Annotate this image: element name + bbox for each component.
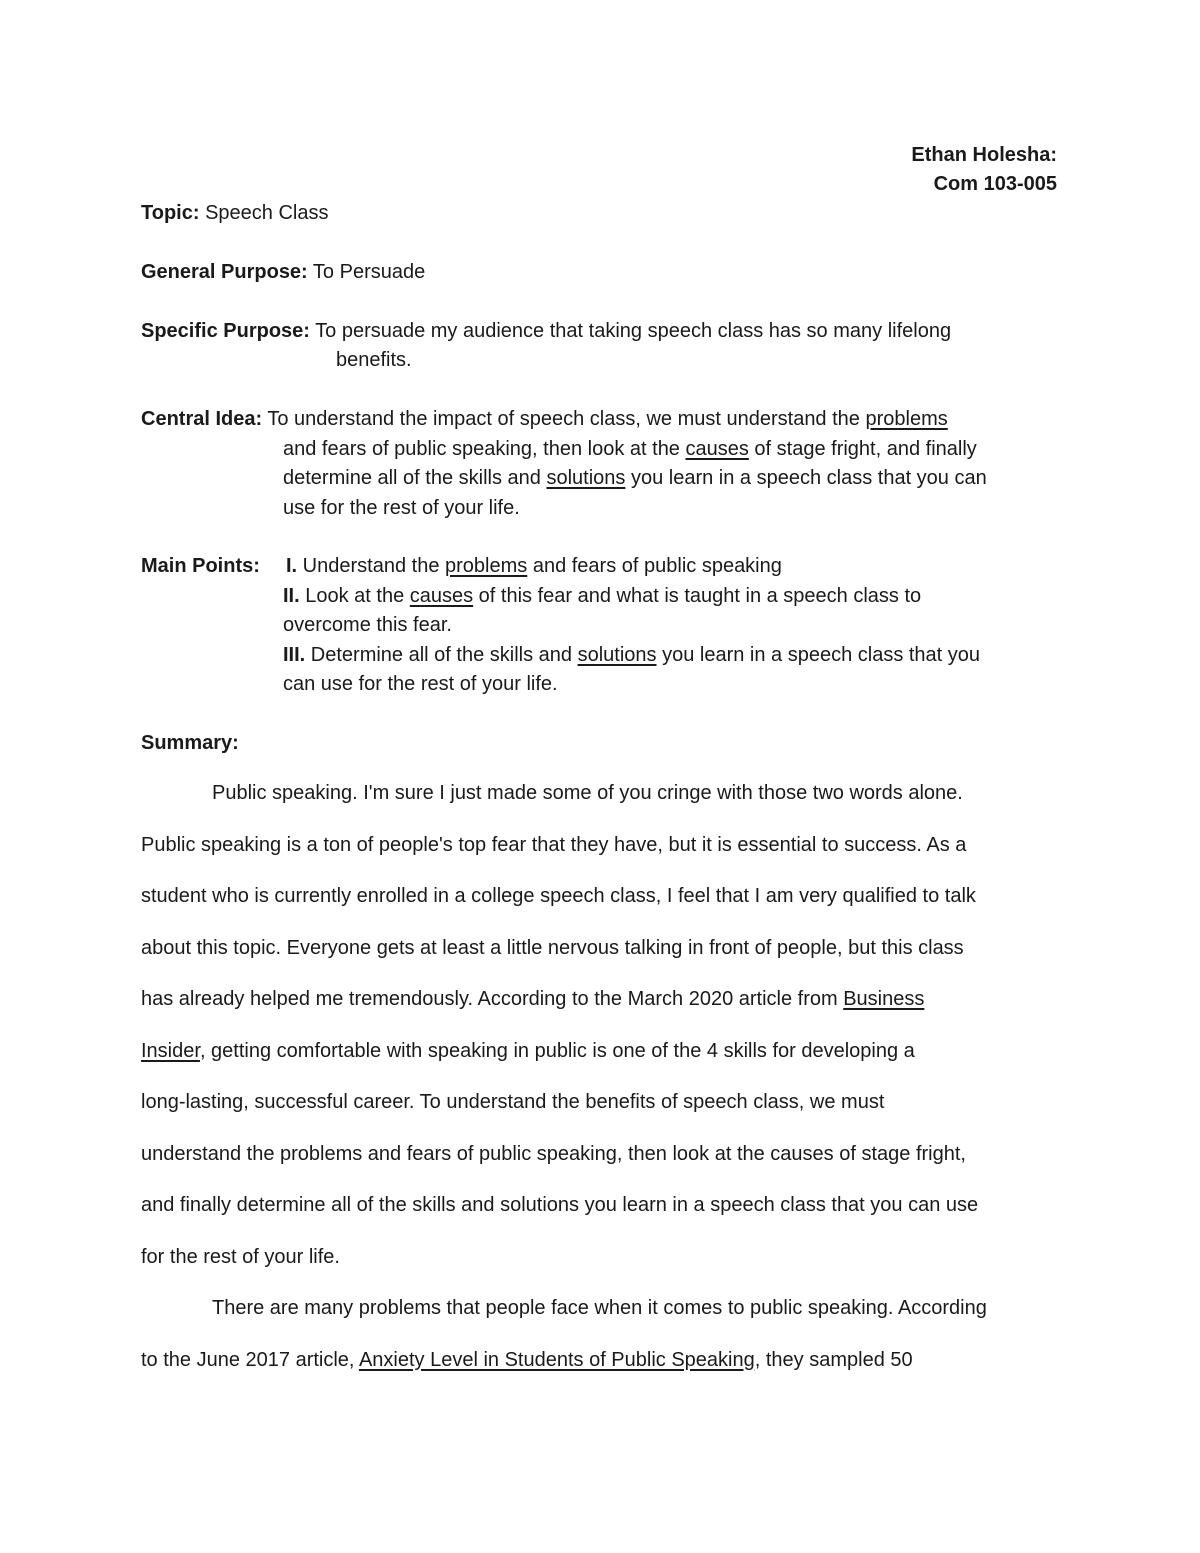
main-point-text: Look at the [299,585,410,607]
summary-text: has already helped me tremendously. According to the March 2020 article from [141,988,844,1010]
main-point-1 [286,552,782,581]
central-idea-text: of stage fright, and finally [748,438,977,460]
summary-line [141,1026,1071,1078]
summary-text: , getting comfortable with speaking in public is one of the 4 skills for developing a [199,1039,915,1062]
main-point-2-continued: overcome this fear. [283,614,452,636]
topic-label: Topic: [141,202,200,224]
main-points-label: Main Points: [141,555,260,577]
summary-line [141,1335,1071,1387]
central-idea-label: Central Idea: [141,408,263,430]
central-idea-text: To understand the impact of speech class, we must understand the [267,408,866,430]
summary-line: and finally determine all of the skills and solutions you learn in a speech class that you can use [141,1194,979,1216]
main-point-text: and fears of public speaking [527,555,782,577]
central-idea-line-4: use for the rest of your life. [283,497,520,519]
course-code: Com 103-005 [933,173,1057,195]
summary-line [141,974,1071,1026]
summary-text: , they sampled 50 [754,1348,913,1371]
central-idea-line [141,405,948,434]
keyword-problems: problems [445,555,528,577]
central-idea-text: determine all of the skills and [283,467,547,489]
summary-line: about this topic. Everyone gets at least a little nervous talking in front of people, but this class [141,936,964,959]
summary-line: long-lasting, successful career. To understand the benefits of speech class, we must [141,1091,885,1113]
keyword-problems: problems [865,408,948,430]
summary-line: for the rest of your life. [141,1245,340,1268]
keyword-causes: causes [685,438,749,460]
specific-purpose-label: Specific Purpose: [141,320,310,342]
keyword-solutions: solutions [577,644,657,666]
central-idea-text: and fears of public speaking, then look at the [283,438,686,460]
summary-text: to the June 2017 article, [141,1348,359,1371]
summary-line: student who is currently enrolled in a college speech class, I feel that I am very qualified to talk [141,885,976,907]
general-purpose-line [141,258,425,287]
main-point-3-continued: can use for the rest of your life. [283,673,558,695]
source-anxiety-article: Anxiety Level in Students of Public Speaking [358,1348,755,1371]
summary-paragraph-1 [141,768,1071,1386]
header-block [911,141,1057,199]
main-point-numeral: II. [283,585,300,607]
main-point-text: of this fear and what is taught in a speech class to [473,585,922,607]
summary-line: There are many problems that people face when it comes to public speaking. According [212,1297,987,1319]
main-point-3 [283,641,980,670]
summary-heading: Summary: [141,732,239,754]
central-idea-line-2 [283,435,977,464]
summary-line: Public speaking. I'm sure I just made some of you cringe with those two words alone. [212,782,963,804]
topic-line [141,199,328,228]
topic-value: Speech Class [205,202,329,224]
main-point-numeral: I. [286,555,298,577]
central-idea-line-3 [283,464,987,493]
main-point-text: you learn in a speech class that you [656,644,981,666]
main-point-numeral: III. [283,644,306,666]
specific-purpose-line [141,317,951,346]
general-purpose-value: To Persuade [312,261,426,283]
central-idea-text: you learn in a speech class that you can [625,467,987,489]
keyword-causes: causes [409,585,474,607]
specific-purpose-text: To persuade my audience that taking speech class has so many lifelong [315,320,952,342]
source-business-insider: Business [843,988,925,1010]
general-purpose-label: General Purpose: [141,261,308,283]
keyword-solutions: solutions [546,467,626,489]
main-point-text: Understand the [297,555,445,577]
specific-purpose-continued: benefits. [336,349,412,371]
main-point-text: Determine all of the skills and [305,644,578,666]
summary-line: Public speaking is a ton of people's top fear that they have, but it is essential to success. As a [141,833,967,856]
main-point-2 [283,582,921,611]
main-points-label-row [141,552,260,581]
author-name: Ethan Holesha: [911,144,1057,166]
source-business-insider: Insider [141,1039,200,1062]
summary-line: understand the problems and fears of public speaking, then look at the causes of stage fright, [141,1142,966,1165]
